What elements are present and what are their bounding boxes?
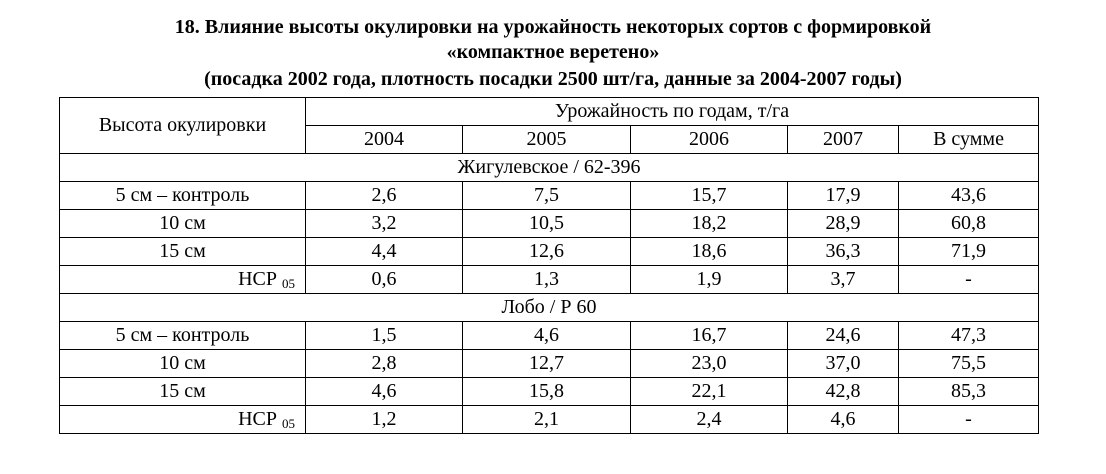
header-year-2005: 2005 xyxy=(463,126,631,154)
cell: - xyxy=(899,406,1039,434)
hcp-label-text: НСР xyxy=(238,408,277,430)
section-title: Жигулевское / 62-396 xyxy=(60,154,1039,182)
cell: 42,8 xyxy=(788,378,899,406)
table-row xyxy=(60,182,1039,210)
cell: 2,1 xyxy=(463,406,631,434)
cell: 1,9 xyxy=(631,266,788,294)
table-row xyxy=(60,322,1039,350)
header-year-2006: 2006 xyxy=(631,126,788,154)
cell: 4,6 xyxy=(788,406,899,434)
cell: 1,2 xyxy=(306,406,463,434)
row-label: 15 см xyxy=(60,378,306,406)
section-row xyxy=(60,154,1039,182)
cell: 3,2 xyxy=(306,210,463,238)
cell: 71,9 xyxy=(899,238,1039,266)
cell: 28,9 xyxy=(788,210,899,238)
cell: 85,3 xyxy=(899,378,1039,406)
cell: 3,7 xyxy=(788,266,899,294)
hcp-row xyxy=(60,406,1039,434)
header-yield-group: Урожайность по годам, т/га xyxy=(306,98,1039,126)
hcp-row xyxy=(60,266,1039,294)
cell: 1,5 xyxy=(306,322,463,350)
hcp-label xyxy=(60,266,306,294)
cell: 75,5 xyxy=(899,350,1039,378)
header-year-2007: 2007 xyxy=(788,126,899,154)
cell: 43,6 xyxy=(899,182,1039,210)
cell: 18,6 xyxy=(631,238,788,266)
section-row xyxy=(60,294,1039,322)
yield-table xyxy=(59,97,1039,434)
cell: 12,7 xyxy=(463,350,631,378)
cell: 24,6 xyxy=(788,322,899,350)
cell: 4,4 xyxy=(306,238,463,266)
cell: 22,1 xyxy=(631,378,788,406)
cell: 12,6 xyxy=(463,238,631,266)
cell: 10,5 xyxy=(463,210,631,238)
cell: 47,3 xyxy=(899,322,1039,350)
cell: 18,2 xyxy=(631,210,788,238)
cell: 2,4 xyxy=(631,406,788,434)
row-label: 5 см – контроль xyxy=(60,182,306,210)
cell: 36,3 xyxy=(788,238,899,266)
cell: 23,0 xyxy=(631,350,788,378)
hcp-label-text: НСР xyxy=(238,268,277,290)
header-row xyxy=(60,98,1039,126)
row-label: 5 см – контроль xyxy=(60,322,306,350)
cell: 17,9 xyxy=(788,182,899,210)
hcp-label xyxy=(60,406,306,434)
hcp-subscript: 05 xyxy=(282,276,295,291)
table-row xyxy=(60,238,1039,266)
row-label: 10 см xyxy=(60,210,306,238)
cell: 4,6 xyxy=(463,322,631,350)
cell: 60,8 xyxy=(899,210,1039,238)
section-title: Лобо / Р 60 xyxy=(60,294,1039,322)
cell: 1,3 xyxy=(463,266,631,294)
header-total: В сумме xyxy=(899,126,1039,154)
header-budding-height: Высота окулировки xyxy=(60,98,306,154)
cell: 7,5 xyxy=(463,182,631,210)
cell: 0,6 xyxy=(306,266,463,294)
table-title-line-3: (посадка 2002 года, плотность посадки 2500 шт/га, данные за 2004-2007 годы) xyxy=(204,68,902,90)
cell: - xyxy=(899,266,1039,294)
table-title-line-2: «компактное веретено» xyxy=(446,41,660,63)
cell: 16,7 xyxy=(631,322,788,350)
cell: 4,6 xyxy=(306,378,463,406)
row-label: 15 см xyxy=(60,238,306,266)
cell: 37,0 xyxy=(788,350,899,378)
row-label: 10 см xyxy=(60,350,306,378)
cell: 15,8 xyxy=(463,378,631,406)
header-year-2004: 2004 xyxy=(306,126,463,154)
table-row xyxy=(60,350,1039,378)
cell: 2,6 xyxy=(306,182,463,210)
table-title-line-1: 18. Влияние высоты окулировки на урожайность некоторых сортов с формировкой xyxy=(174,16,932,38)
cell: 2,8 xyxy=(306,350,463,378)
table-row xyxy=(60,378,1039,406)
table-row xyxy=(60,210,1039,238)
hcp-subscript: 05 xyxy=(282,416,295,431)
cell: 15,7 xyxy=(631,182,788,210)
